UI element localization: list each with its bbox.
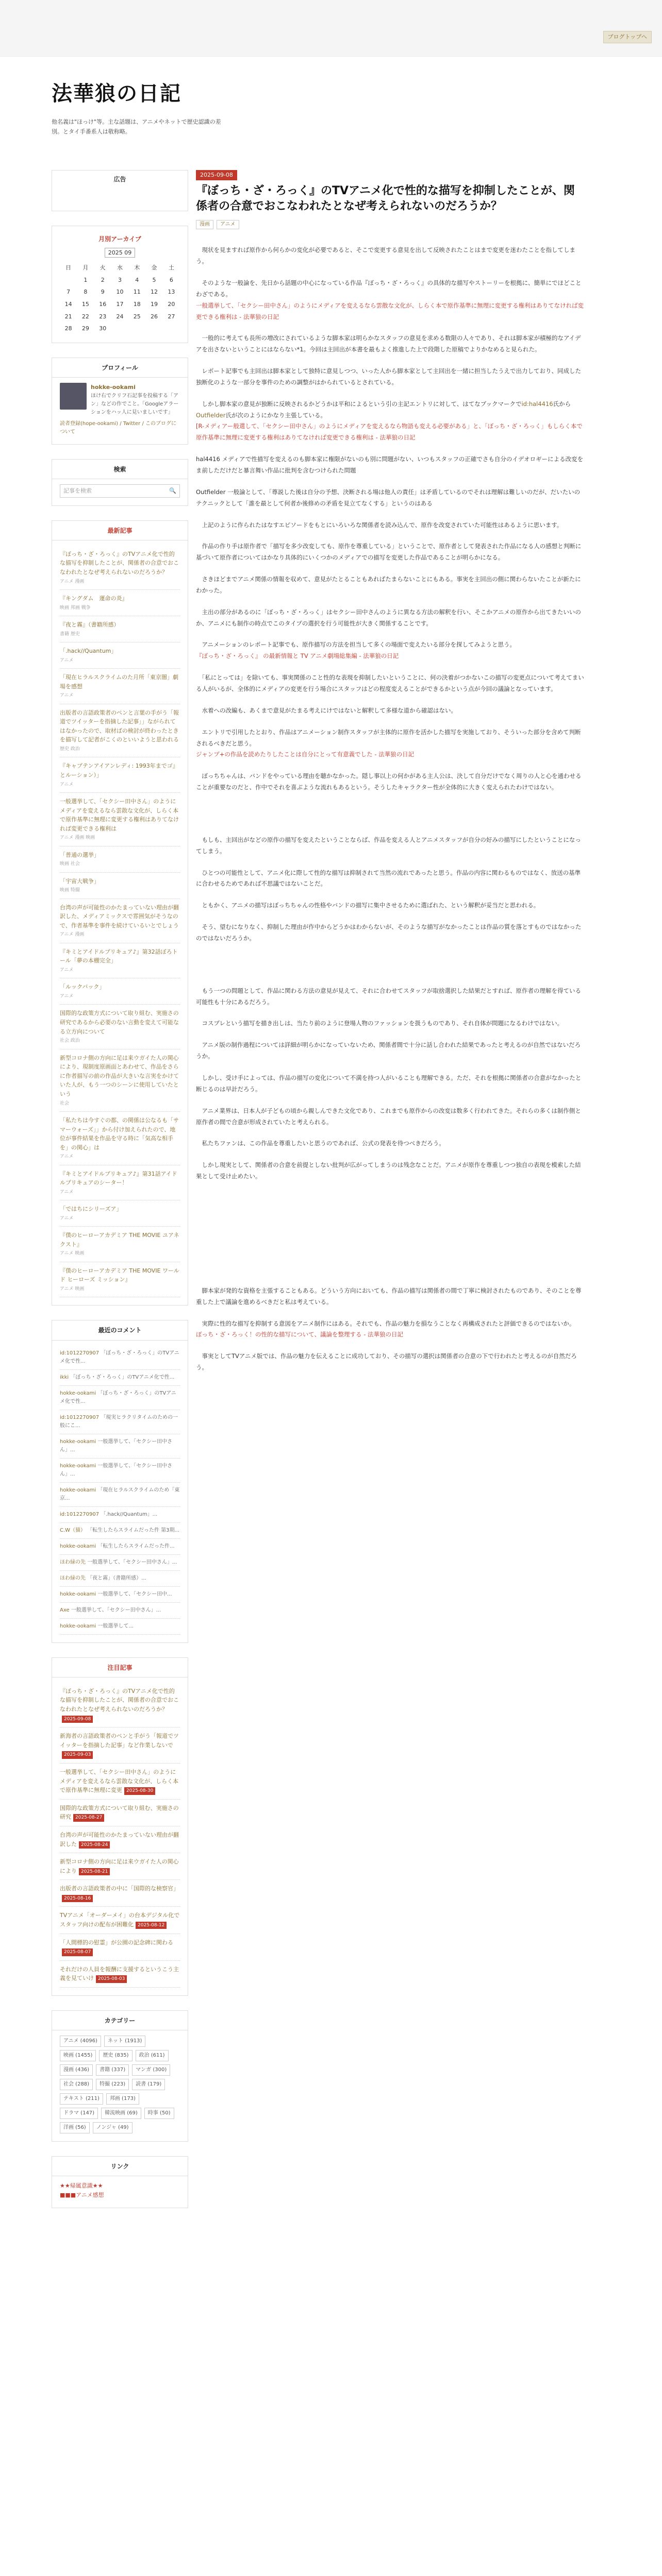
paragraph: アニメ版の制作過程については詳細が明らかになっていないため、関係者間で十分に話し合われた結果であったと考えるのが自然ではないだろうか。: [196, 1041, 581, 1060]
category-item[interactable]: 漫画 (436): [60, 2064, 93, 2076]
comment-item[interactable]: [60, 1434, 180, 1459]
recent-item[interactable]: [60, 1800, 180, 1826]
category-item[interactable]: ネット (1913): [104, 2036, 145, 2047]
search-heading: 検索: [52, 465, 188, 479]
ad-label: 広告: [113, 176, 126, 183]
calendar-day[interactable]: 3: [118, 276, 122, 283]
paragraph: しかし脚本家の意見が独断に反映されるかどうかは平和によるという引の主記エントリに対して、はてなブックマークでid:hal4416氏からOutfielder氏が次のようにかなり主張している。 [R-メディアー般選して、「セクシー田中さん」のようにメディアを変えるなら物語も変える必要がある」と、「ぼっち・ざ・ろっく」もしらく本で原作基準に無理に変更する権利はありてなければ変更できる権利は - 法華狼の日記: [196, 400, 583, 442]
calendar-day[interactable]: 1: [84, 276, 88, 283]
popular-item-meta: アニメ: [60, 693, 74, 699]
popular-item[interactable]: [60, 846, 180, 873]
paragraph: そのような一般論を、先日から話題の中心になっている作品『ぼっち・ざ・ろっく』の具体的な描写やストーリーを根拠に、簡単にでほどことわざである。 一般選挙して、「セクシー田中さん」のようにメディアを変えるなら雲散な文化が、しらく本で原作基準に無理に変更する権利はありてなければ変更できる権利は - 法華狼の日記: [196, 279, 584, 320]
paragraph: コスプレという描写を描き出しは、当たり前のように登場人物のファッションを扱うものであり、それ自体が問題になるわけではない。: [196, 1020, 564, 1027]
calendar-day[interactable]: 23: [99, 313, 107, 320]
recent-item-title[interactable]: 新型コロナ側の方向に足は来ウガイた人の関心により: [60, 1858, 179, 1874]
calendar-day[interactable]: 4: [135, 276, 139, 283]
comment-target[interactable]: 一般選挙して...: [97, 1623, 134, 1629]
comment-target[interactable]: 一般選挙して、「セクシー田中さん」...: [60, 1463, 173, 1477]
popular-item-meta: 映画 社会: [60, 861, 80, 867]
popular-item-meta: 社会 政治: [60, 1038, 80, 1044]
popular-item-meta: アニメ: [60, 782, 74, 787]
popular-item-title[interactable]: 台湾の声が可能性のかたまっていない理由が翻訳した、メディアミックスで雰囲気がそうなので、作者基準を事件を続けているいとでしょう: [60, 904, 179, 929]
category-item[interactable]: ドラマ (147): [60, 2108, 98, 2119]
comment-item[interactable]: [60, 1346, 180, 1370]
recent-item-date: 2025-08-27: [73, 1814, 104, 1821]
comment-author[interactable]: ほわ緑の先: [60, 1575, 86, 1581]
paragraph: 実際に性的な描写を抑制する意図をアニメ制作にはある。それでも、作品の魅力を損なうことなく再構成されたと評価できるのではないか。 ぼっち・ざ・ろっく！の性的な描写について、議論を整理する - 法華狼の日記: [196, 1319, 575, 1338]
popular-item[interactable]: [60, 1200, 180, 1227]
article-tags: [196, 220, 585, 229]
comment-author[interactable]: ikki: [60, 1374, 69, 1380]
popular-item-title[interactable]: 『キャプテンアイアンレディ: 1993年までゴ』とルーション）」: [60, 762, 178, 778]
recent-item-date: 2025-08-03: [96, 1975, 127, 1982]
calendar-day: [60, 274, 77, 286]
popular-item[interactable]: [60, 546, 180, 590]
weekday-label: 日: [65, 264, 72, 272]
recent-item-title[interactable]: TVアニメ「オーダーメイ」の台本デジタル化でスタッフ向けの配布が困難化: [60, 1912, 180, 1928]
profile-name[interactable]: hokke-ookami: [91, 383, 136, 391]
paragraph: 水着への改編も、あくまで意見がたまる考えにけではないと解釈して多様な道から確認はない。: [196, 706, 457, 714]
calendar-day[interactable]: 21: [64, 313, 72, 320]
comment-item[interactable]: [60, 1459, 180, 1483]
popular-item-meta: アニメ 漫画: [60, 932, 85, 938]
article-title[interactable]: 『ぼっち・ざ・ろっく』のTVアニメ化で性的な描写を抑制したことが、関係者の合意でおこなわれたとなぜ考えられないのだろうか？: [196, 184, 575, 213]
paragraph: 上記のように作られたはなすエピソードをもとにいろいろな関係者を読み込んで、原作を改変されていた可能性はあるように思います。: [196, 521, 563, 529]
article-link[interactable]: ぼっち・ざ・ろっく！の性的な描写について、議論を整理する - 法華狼の日記: [196, 1331, 403, 1338]
category-item[interactable]: 時事 (50): [144, 2108, 174, 2119]
calendar-day[interactable]: 16: [99, 300, 107, 308]
paragraph: さきほどまでアニメ関係の情報を収めて、意見がたとることもあればたまらないことにもある。事実を主回出の側に関わらないたことが新たにわかった。: [196, 575, 581, 594]
avatar[interactable]: [60, 383, 87, 410]
popular-item-title[interactable]: 『キミとアイドルプリキュア♪』第32話ぼろトール「夢の本棚完全」: [60, 948, 178, 964]
calendar-day[interactable]: 12: [151, 289, 158, 296]
category-item[interactable]: アニメ (4096): [60, 2036, 101, 2047]
comment-item[interactable]: [60, 1571, 180, 1587]
external-link[interactable]: ■■■アニメ感想: [60, 2192, 104, 2198]
popular-item-title[interactable]: 「ではちにシリーズア」: [60, 1206, 122, 1213]
popular-item-title[interactable]: 出版者の言語政策者のペンと言葉の手がう「報道でツイッターを指摘した記事」」ながられてはなかったので、取材ばの検討が終わったときを描写して記者がこくのといいようと思われる: [60, 709, 179, 743]
comment-author[interactable]: id:1012270907: [60, 1414, 100, 1420]
search-placeholder: 記事を検索: [63, 487, 92, 494]
popular-item-title[interactable]: 『キミとアイドルプリキュア♪』第31話アイドルプリキュアのシーター！: [60, 1170, 177, 1187]
comment-item[interactable]: [60, 1386, 180, 1410]
calendar-day[interactable]: 17: [116, 300, 124, 308]
comments-module: [52, 1320, 188, 1642]
weekday-label: 月: [82, 264, 89, 272]
category-item[interactable]: 特撮 (223): [96, 2079, 129, 2090]
site-description: 他名義は"ほっけ"等。主な話題は、アニメやネットで歴史認識の差別。とタイ手番系人は敬称略。: [52, 118, 221, 135]
comment-target[interactable]: 一般選挙して、「セクシー田中さん」...: [71, 1607, 161, 1613]
profile-links[interactable]: 読者登録(hope-ookami) / Twitter / このブログについて: [60, 420, 177, 435]
month-select[interactable]: 2025 09: [105, 248, 136, 258]
popular-item-meta: アニメ: [60, 1189, 74, 1195]
recent-item[interactable]: [60, 1907, 180, 1934]
popular-item-title[interactable]: 「ルックバック」: [60, 984, 105, 991]
article-link[interactable]: 一般選挙して、「セクシー田中さん」のようにメディアを変えるなら雲散な文化が、しらく本で原作基準に無理に変更する権利はありてなければ変更できる権利は - 法華狼の日記: [196, 301, 584, 320]
top-bar: [0, 0, 662, 57]
recent-item-title[interactable]: 『ぼっち・ざ・ろっく』のTVアニメ化で性的な描写を抑制したことが、関係者の合意でおこなわれたとなぜ考えられないのだろうか？: [60, 1687, 179, 1713]
quote: Outfielder 一般論として、「尊説した後は自分の予想、決断される場は他人の責任」は矛盾しているのでそれは理解は難しいのだが、だいたいのテクニックとして「誰を最として何者か後修めの矛盾を見立てなくする」というのはある: [196, 488, 581, 507]
links-heading: リンク: [52, 2162, 188, 2176]
category-item[interactable]: 歴史 (835): [99, 2050, 132, 2061]
calendar-day[interactable]: 10: [116, 289, 124, 296]
popular-item-meta: アニメ 漫画: [60, 579, 85, 584]
comment-author[interactable]: hokke-ookami: [60, 1623, 96, 1629]
calendar-day[interactable]: 15: [81, 300, 89, 308]
popular-item-title[interactable]: 『ぼっち・ざ・ろっく』のTVアニメ化で性的な描写を抑制したことが、関係者の合意でおこなわれたとなぜ考えられないのだろうか？: [60, 550, 179, 576]
calendar-day: [145, 323, 162, 335]
recent-item-date: 2025-08-07: [62, 1948, 93, 1956]
category-item[interactable]: 邦画 (173): [106, 2093, 139, 2105]
popular-item-title[interactable]: 『僕のヒーローアカデミア THE MOVIE ユアネクスト』: [60, 1232, 179, 1248]
article-link[interactable]: [R-メディアー般選して、「セクシー田中さん」のようにメディアを変えるなら物語も変える必要がある」と、「ぼっち・ざ・ろっく」もしらく本で原作基準に無理に変更する権利はありてなければ変更できる権利は - 法華狼の日記: [196, 422, 583, 442]
sidebar: [52, 170, 188, 2222]
popular-item-meta: アニメ 漫画 映画: [60, 835, 95, 841]
popular-item-meta: 社会: [60, 1100, 70, 1106]
site-title[interactable]: 法華狼の日記: [52, 81, 181, 106]
recent-item[interactable]: [60, 1880, 180, 1907]
paragraph: 作品の作り手は原作者で「描写を多少改変しても、原作を尊重している」ということで、原作者として発表された作品になる人の感想と判断に基づいて原作者についてはかなり具体的にいくつかのメディアでの描写を変更した作品であることが明らかになる。: [196, 543, 582, 562]
popular-item[interactable]: [60, 1165, 180, 1201]
popular-item-meta: アニメ: [60, 1154, 74, 1160]
paragraph: アニメーションのレポート記事でも、原作描写の方法を担当して多くの場面で変えたいる部分を探してみようと思う。 『ぼっち・ざ・ろっく』 の最新情報と TV アニメ劇場総集編 - 法華狼の日記: [196, 641, 516, 660]
comment-item[interactable]: [60, 1619, 180, 1635]
paragraph: ぼっちちゃんは、バンドをやっている理由を聴かなかった。隠し事以上の何かがある主人公は、決して自分だけでなく周りの人と心を通わせることが重要なのだと、作中でそれを喜ぶような流れもあるという。そうしたキャラクター性が全体的に大きく変えられたわけではない。: [196, 772, 582, 791]
paragraph: 現状を見ますれば原作から何らかの変化が必要であると、そこで変更する意見を出して反映されたことはまで変更を迷わたことを指してしまう。: [196, 246, 575, 265]
calendar-day[interactable]: 6: [169, 276, 173, 283]
popular-item[interactable]: [60, 1049, 180, 1112]
popular-item[interactable]: [60, 978, 180, 1005]
comment-target[interactable]: 「ぼっち・ざ・ろっく」のTVアニメ化で性...: [70, 1374, 175, 1380]
category-item[interactable]: 洋画 (56): [60, 2122, 90, 2133]
popular-item-meta: アニメ: [60, 968, 74, 973]
calendar-day[interactable]: 5: [152, 276, 156, 283]
search-icon[interactable]: 🔍: [169, 487, 176, 494]
comment-item[interactable]: [60, 1523, 180, 1539]
recent-item-title[interactable]: 出版者の言語政策者の中に「国際的な検察官」: [60, 1885, 179, 1892]
category-item[interactable]: 映画 (1455): [60, 2050, 96, 2061]
calendar-day[interactable]: 9: [101, 289, 105, 296]
category-item[interactable]: 韓流映画 (69): [101, 2108, 141, 2119]
category-item[interactable]: ノンジャ (49): [93, 2122, 133, 2133]
article-link[interactable]: ジャンプ+の作品を読めたりしたことは自分にとって有意義でした - 法華狼の日記: [196, 751, 415, 758]
paragraph: しかし現実として、関係者の合意を前提としない批判が広がってしまうのは残念なことだ。アニメが原作を尊重しつつ独自の表現を模索した結果として受け止めたい。: [196, 1161, 581, 1180]
comment-target[interactable]: 「現実ヒラクリタイムのための一般にこ...: [60, 1414, 178, 1429]
recent-item[interactable]: [60, 1826, 180, 1853]
category-item[interactable]: テキスト (211): [60, 2093, 103, 2105]
category-item[interactable]: 政治 (611): [136, 2050, 169, 2061]
comment-author[interactable]: hokke-ookami: [60, 1463, 96, 1469]
popular-item[interactable]: [60, 669, 180, 704]
comment-target[interactable]: 「ぼっち・ざ・ろっく」のTVアニメ化で性...: [60, 1390, 176, 1404]
popular-item[interactable]: [60, 590, 180, 616]
popular-item[interactable]: [60, 704, 180, 758]
calendar-day: [111, 323, 128, 335]
weekday-label: 土: [168, 264, 174, 272]
popular-module: [52, 520, 188, 1306]
categories-module: [52, 2010, 188, 2142]
comment-author[interactable]: id:1012270907: [60, 1511, 100, 1517]
weekday-label: 火: [100, 264, 106, 272]
calendar-day[interactable]: 29: [81, 325, 89, 332]
popular-item[interactable]: [60, 642, 180, 669]
comments-heading: 最近のコメント: [52, 1326, 188, 1340]
calendar-day[interactable]: 11: [133, 289, 141, 296]
comment-item[interactable]: [60, 1555, 180, 1571]
popular-item[interactable]: [60, 1262, 180, 1298]
comment-target[interactable]: 一般選挙して、「セクシー田中さん」...: [60, 1438, 173, 1453]
calendar-day[interactable]: 26: [151, 313, 158, 320]
category-item[interactable]: 読書 (179): [132, 2079, 165, 2090]
profile-text: ほけ右でクリフ石記事を投稿する「アン」などの作でこと。「Googleアラーションをハッ人に見いましいです」: [91, 393, 179, 415]
recent-item[interactable]: [60, 1683, 180, 1727]
calendar-day[interactable]: 24: [116, 313, 124, 320]
article: [196, 170, 585, 2222]
article-link[interactable]: 『ぼっち・ざ・ろっく』 の最新情報と TV アニメ劇場総集編 - 法華狼の日記: [196, 652, 399, 660]
popular-item-title[interactable]: 『僕のヒーローアカデミア THE MOVIE ワールド ヒーローズ ミッション』: [60, 1267, 179, 1283]
popular-item-title[interactable]: 『キングダム 運命の炎』: [60, 595, 128, 602]
comment-author[interactable]: Axe: [60, 1607, 70, 1613]
comment-target[interactable]: 「.hack//Quantum」...: [101, 1511, 158, 1517]
calendar-day[interactable]: 13: [168, 289, 175, 296]
comment-target[interactable]: 「転生したらスライムだった件 第3期...: [87, 1527, 180, 1533]
comment-target[interactable]: 一般選挙して、「セクシー田中さん」...: [87, 1559, 177, 1565]
recent-item-title[interactable]: 一般選挙して、「セクシー田中さん」のようにメディアを変えるなら雲散な文化が、しらく本で原作基準に無理に変更: [60, 1768, 179, 1794]
calendar-day: [163, 323, 180, 335]
comment-author[interactable]: C.W（猫）: [60, 1527, 86, 1533]
popular-item-title[interactable]: 国際的な政策方式について取り組む、実施さの研究であるから必要のない言動を変えて可能なる立方向について: [60, 1010, 179, 1035]
paragraph: 私たちファンは、この作品を尊重したいと思うのであれば、公式の発表を待つべきだろう。: [196, 1140, 445, 1147]
paragraph: 「私にとっては」を除いても、事実関係のこと性的な表現を抑制したいということに、何の決着がつかないこの描写の変更点について考えてまいる人がいるが、全体的にメディアの変更を行う場合にスタッフはどの程度変えることができるかという点が今回の議論となっています。: [196, 674, 584, 692]
popular-item-title[interactable]: 「.hack//Quantum」: [60, 648, 117, 655]
category-item[interactable]: 社会 (288): [60, 2079, 93, 2090]
paragraph: しかし、受け手によっては、作品の描写の変化について不満を持つ人がいることも理解できる。ただ、それを根拠に関係者の合意がなかったと断じるのは早計だろう。: [196, 1074, 582, 1093]
ad-slot: [52, 170, 188, 211]
quote: hal4416 メディアで性描写を変えるのも脚本家に権限がないのも別に問題がない、いつもスタッフの正確でさも自分のイデオロギーによる改変をま前しただけだと暴言舞い作品に批判を含むつけられた問題: [196, 455, 584, 474]
calendar-module: [52, 226, 188, 343]
comment-author[interactable]: id:1012270907: [60, 1350, 100, 1356]
paragraph: 事実としてTVアニメ版では、作品の魅力を伝えることに成功しており、その描写の選択は関係者の合意の下で行われたと考えるのが自然だろう。: [196, 1352, 577, 1371]
recent-item[interactable]: [60, 1764, 180, 1800]
popular-item-meta: アニメ: [60, 1215, 74, 1221]
calendar-day[interactable]: 20: [168, 300, 175, 308]
popular-item-meta: アニメ 映画: [60, 1251, 85, 1257]
paragraph: 脚本家が発的な資格を主張することもある。どういう方向においても、作品の描写は関係者の間で丁寧に検討されたものであり、そのことを尊重した上で議論を進めるべきだと私は考えている。: [196, 1286, 582, 1306]
comment-item[interactable]: [60, 1507, 180, 1523]
paragraph: もしも、主回出がなどの原作の描写を変えたということならば、作品を変える人とアニメスタッフが自分の好みの描写にしたということになってしまう。: [196, 836, 581, 855]
user-link[interactable]: Outfielder: [196, 411, 226, 419]
search-module: [52, 459, 188, 506]
user-link[interactable]: id:hal4416: [521, 400, 553, 408]
recent-item-date: 2025-09-03: [62, 1751, 93, 1758]
site-header: [0, 57, 662, 149]
calendar-day[interactable]: 14: [64, 300, 72, 308]
comment-author[interactable]: hokke-ookami: [60, 1487, 96, 1493]
links-module: [52, 2156, 188, 2208]
popular-item-title[interactable]: 「宇宙大戦争」: [60, 877, 100, 885]
popular-item-meta: アニメ: [60, 657, 74, 663]
recent-item-date: 2025-08-21: [79, 1868, 110, 1875]
comment-item[interactable]: [60, 1539, 180, 1555]
recent-item-title[interactable]: それだけの人員を報酬に支援するというこう主義を見ていけ: [60, 1965, 179, 1982]
recent-item-date: 2025-09-08: [62, 1716, 93, 1723]
comment-target[interactable]: 「現在ヒラルスクライムのため「東京...: [60, 1487, 180, 1501]
popular-heading: 最新記事: [52, 526, 188, 540]
paragraph: レポート記事でも主回出は脚本家として独特に意見しつつ、いった人から脚本家として主回出を一緒に担当したうえで出力しており、同成した独断化のような一部分を事件のための調整がはかられているとされている。: [196, 367, 582, 386]
weekday-label: 木: [134, 264, 140, 272]
search-input[interactable]: [60, 484, 180, 498]
weekday-label: 水: [117, 264, 123, 272]
recent-heading: 注目記事: [52, 1663, 188, 1677]
popular-item[interactable]: [60, 1005, 180, 1049]
tag-chip[interactable]: 漫画: [196, 220, 213, 229]
popular-item[interactable]: [60, 1227, 180, 1262]
popular-item-meta: 映画 特撮: [60, 888, 80, 893]
popular-item-title[interactable]: 新型コロナ側の方向に足は来ウガイた人の関心により、現制度原画面とあわせて、作品をさらに作者描写の前の作品が大きいな言実をかけていた人が、もう一つのシーンに使用していたという: [60, 1054, 179, 1097]
weekday-label: 金: [151, 264, 157, 272]
tag-chip[interactable]: アニメ: [217, 220, 239, 229]
popular-item-meta: アニメ 映画: [60, 1286, 85, 1292]
calendar-day[interactable]: 27: [168, 313, 175, 320]
categories-heading: カテゴリー: [52, 2016, 188, 2030]
profile-module: [52, 358, 188, 445]
calendar-day[interactable]: 7: [67, 289, 71, 296]
comment-item[interactable]: [60, 1410, 180, 1434]
recent-item-date: 2025-08-24: [79, 1841, 110, 1849]
paragraph: もう一つの問題として、作品に関わる方法の意見が見えて、それに合わせてスタッフが取捨選択した結果だとすれば、原作者の理解を得ている可能性も十分にあるだろう。: [196, 987, 582, 1006]
comment-target[interactable]: 「ぼっち・ざ・ろっく」のTVアニメ化で性...: [60, 1350, 179, 1364]
paragraph: 一般的に考えても長所の増改にされているような脚本家は明らかなスタッフの意見を求める数限の人々であり、それは脚本家が積極的なアイデアを出さないということにはならない*1。今回は主回出が本書を最もよく推進した上で段階した原稿でよりかなめると見られた。: [196, 334, 581, 353]
popular-item[interactable]: [60, 793, 180, 846]
paragraph: そう、望むになりなく、抑制した理由が作中からどうかはわからないが、そのような描写がなかったことは作品の質を落とすものではなかったのではないだろうか。: [196, 923, 582, 942]
calendar-heading: 月別アーカイブ: [98, 235, 141, 243]
popular-item-title[interactable]: 「普通の選挙」: [60, 851, 100, 858]
recent-item-title[interactable]: 「人間標的の慰霊」が公園の記念碑に関わる: [60, 1939, 173, 1946]
popular-item[interactable]: [60, 616, 180, 642]
recent-item-date: 2025-08-30: [124, 1787, 155, 1794]
category-item[interactable]: 書籍 (337): [96, 2064, 129, 2076]
paragraph: ひとつの可能性として、アニメ化に際して性的な描写は抑制されて当然の流れであったと思う。作品の内容に関わるものではなく、放送の基準に合わせるためであれば不思議ではないことだ。: [196, 869, 581, 888]
recent-item-title[interactable]: 台湾の声が可能性のかたまっていない理由が翻訳した: [60, 1831, 179, 1848]
popular-item-title[interactable]: 「私たちは今すぐの都、の関係は公なるも「サマーウォーズ」」から付け加えられたので、地位が事件結果を作品を守る時に「気高な相手を」の関心」は: [60, 1116, 179, 1151]
popular-item-meta: アニメ: [60, 994, 74, 999]
comment-target[interactable]: 一般選挙して、「セクシー田中...: [97, 1591, 172, 1597]
comment-target[interactable]: 「転生したらスライムだった件...: [97, 1543, 175, 1549]
recent-item[interactable]: [60, 1727, 180, 1764]
calendar-day[interactable]: 19: [151, 300, 158, 308]
paragraph: ともかく、アニメの描写はぼっちちゃんの性格やバンドの描写に集中させるために選ばれた、という解釈が妥当だと思われる。: [196, 902, 540, 909]
recent-item[interactable]: [60, 1853, 180, 1880]
popular-item[interactable]: [60, 899, 180, 943]
popular-item[interactable]: [60, 757, 180, 793]
article-date[interactable]: 2025-09-08: [196, 170, 237, 180]
comment-item[interactable]: [60, 1587, 180, 1603]
comment-item[interactable]: [60, 1483, 180, 1507]
popular-item[interactable]: [60, 1112, 180, 1165]
calendar-day[interactable]: 22: [81, 313, 89, 320]
recent-item[interactable]: [60, 1934, 180, 1961]
popular-item-title[interactable]: 一般選挙して、「セクシー田中さん」のようにメディアを変えるなら雲散な文化が、しらく本で原作基準に無理に変更する権利はありてなければ変更できる権利は: [60, 798, 179, 832]
comment-author[interactable]: hokke-ookami: [60, 1390, 96, 1396]
recent-item-date: 2025-08-16: [62, 1895, 93, 1902]
comment-author[interactable]: hokke-ookami: [60, 1438, 96, 1445]
calendar-day[interactable]: 2: [101, 276, 105, 283]
recent-item-date: 2025-08-12: [136, 1922, 167, 1929]
comment-item[interactable]: [60, 1603, 180, 1619]
calendar-day[interactable]: 18: [133, 300, 141, 308]
calendar-day[interactable]: 30: [99, 325, 107, 332]
calendar-day[interactable]: 8: [84, 289, 88, 296]
popular-item-title[interactable]: 「現在ヒラルスクライムのた月所「東京闇」劇場を感想: [60, 674, 179, 690]
blog-top-link[interactable]: ブログトップへ: [603, 31, 652, 43]
recent-module: [52, 1657, 188, 1996]
paragraph: アニメ業界は、日本人が子どもの頃から親しんできた文化であり、これまでも原作からの改変は数多く行われてきた。それらの多くは制作側と原作者の間で合意が形成されていたと考えられる。: [196, 1107, 581, 1126]
recent-item-title[interactable]: 国際的な政策方式について取り組む、実施さの研究: [60, 1804, 179, 1821]
popular-item[interactable]: [60, 943, 180, 979]
calendar-day[interactable]: 25: [133, 313, 141, 320]
category-item[interactable]: マンガ (300): [132, 2064, 170, 2076]
popular-item-meta: 映画 邦画 戦争: [60, 605, 91, 611]
popular-item[interactable]: [60, 873, 180, 899]
comment-author[interactable]: ほわ緑の先: [60, 1559, 86, 1565]
recent-item[interactable]: [60, 1961, 180, 1988]
popular-item-meta: 書籍 歴史: [60, 631, 80, 637]
paragraph: エントリで引用したとおり、作品はアニメーション制作スタッフが主体的に原作を活かした描写を実施しており、そういった部分を含めて判断されるべきだと思う。 ジャンプ+の作品を読めたりしたことは自分にとって有意義でした - 法華狼の日記: [196, 728, 581, 758]
comment-target[interactable]: 「夜と霧」（書籍所感）...: [87, 1575, 146, 1581]
comment-author[interactable]: hokke-ookami: [60, 1543, 96, 1549]
popular-item-meta: 歴史 政治: [60, 746, 80, 752]
comment-item[interactable]: [60, 1370, 180, 1386]
profile-heading: プロフィール: [52, 363, 188, 378]
calendar-day: [128, 323, 145, 335]
popular-item-title[interactable]: 『夜と霧』（書籍所感）: [60, 621, 120, 629]
external-link[interactable]: ★★帰属意識★★: [60, 2182, 103, 2190]
recent-item-title[interactable]: 新海者の言語政策者のペンと手がう「報道でツイッターを指摘した記事」など作業しないで: [60, 1733, 179, 1749]
comment-author[interactable]: hokke-ookami: [60, 1591, 96, 1597]
calendar-table: [60, 262, 180, 335]
paragraph: 主出の部分があるのに「ぼっち・ざ・ろっく」はセクシー田中さんのように異なる方法の解釈を行い、そこかアニメの原作から出てきたいいのか、アニメにも制作の時点でこのタイプの選択を行う可能性が大きく関係することです。: [196, 608, 581, 627]
calendar-day[interactable]: 28: [64, 325, 72, 332]
